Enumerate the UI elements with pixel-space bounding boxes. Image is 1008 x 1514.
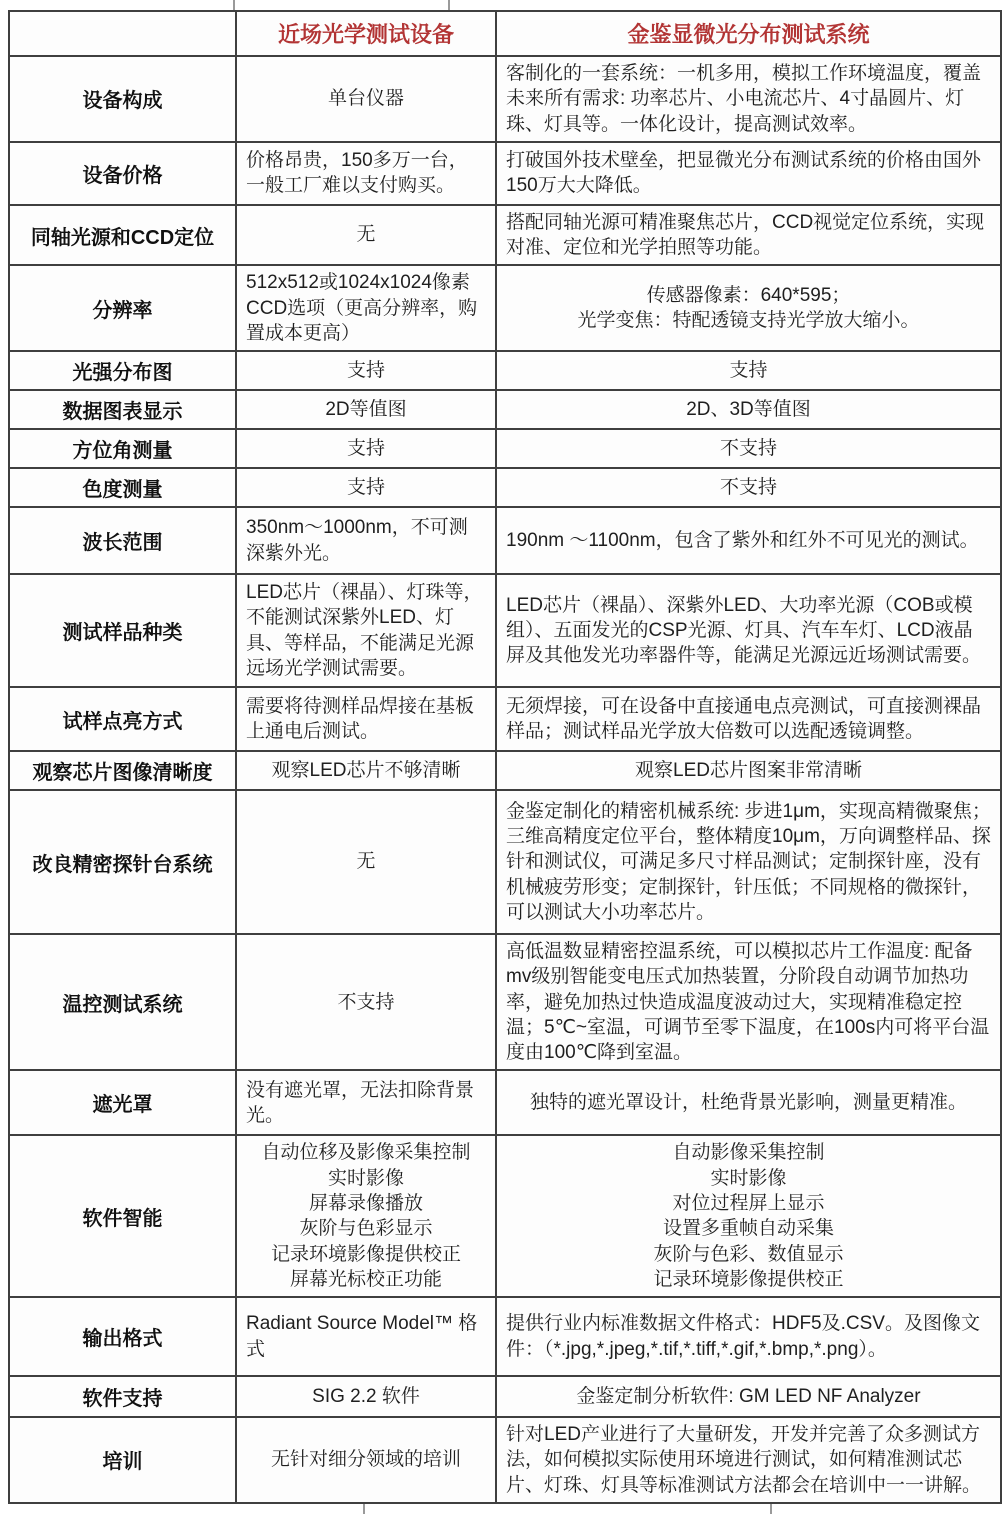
cell-goldenjian-system: 2D、3D等值图 xyxy=(496,390,1001,429)
table-row xyxy=(9,1376,1001,1417)
cell-goldenjian-system xyxy=(496,1135,1001,1297)
row-label: 改良精密探针台系统 xyxy=(9,790,236,934)
cell-nearfield-device: 支持 xyxy=(236,351,496,390)
table-row xyxy=(9,265,1001,351)
cell-goldenjian-system: 提供行业内标准数据文件格式：HDF5及.CSV。及图像文件：（*.jpg,*.jpeg,*.tif,*.tiff,*.gif,*.bmp,*.png）。 xyxy=(496,1297,1001,1376)
table-row xyxy=(9,1070,1001,1135)
cell-goldenjian-system: 观察LED芯片图案非常清晰 xyxy=(496,751,1001,790)
row-label: 光强分布图 xyxy=(9,351,236,390)
table-row xyxy=(9,56,1001,142)
cell-nearfield-device: 2D等值图 xyxy=(236,390,496,429)
cell-goldenjian-system xyxy=(496,265,1001,351)
table-row xyxy=(9,1135,1001,1297)
table-row xyxy=(9,507,1001,574)
cell-goldenjian-system: 金鉴定制化的精密机械系统: 步进1μm，实现高精微聚焦；三维高精度定位平台，整体精度10μm，万向调整样品、探针和测试仪，可满足多尺寸样品测试；定制探针座，没有机械疲劳形变；定制探针，针压低；不同规格的微探针，可以测试大小功率芯片。 xyxy=(496,790,1001,934)
row-label: 数据图表显示 xyxy=(9,390,236,429)
cell-line: 屏幕录像播放 xyxy=(308,1192,423,1214)
cell-line: 实时影像 xyxy=(710,1167,787,1189)
cell-line: 设置多重帧自动采集 xyxy=(662,1218,834,1240)
cell-goldenjian-system: LED芯片（裸晶）、深紫外LED、大功率光源（COB或模组）、五面发光的CSP光源、灯具、汽车车灯、LCD液晶屏及其他发光功率器件等，能满足光源远近场测试需要。 xyxy=(496,574,1001,687)
row-label: 遮光罩 xyxy=(9,1070,236,1135)
cell-goldenjian-system: 独特的遮光罩设计，杜绝背景光影响，测量更精准。 xyxy=(496,1070,1001,1135)
cell-nearfield-device: 不支持 xyxy=(236,934,496,1070)
cell-line: 自动位移及影像采集控制 xyxy=(261,1142,471,1164)
column-header-goldenjian-system: 金鉴显微光分布测试系统 xyxy=(496,11,1001,56)
cell-goldenjian-system: 支持 xyxy=(496,351,1001,390)
table-row xyxy=(9,1297,1001,1376)
table-row xyxy=(9,390,1001,429)
row-label: 软件智能 xyxy=(9,1135,236,1297)
cell-nearfield-device: 没有遮光罩，无法扣除背景光。 xyxy=(236,1070,496,1135)
cropped-row-above xyxy=(8,0,1000,10)
cell-nearfield-device: LED芯片（裸晶）、灯珠等，不能测试深紫外LED、灯具、等样品，不能满足光源远场光学测试需要。 xyxy=(236,574,496,687)
cell-nearfield-device: 价格昂贵，150多万一台，一般工厂难以支付购买。 xyxy=(236,142,496,205)
cell-nearfield-device xyxy=(236,1135,496,1297)
row-label: 输出格式 xyxy=(9,1297,236,1376)
table-row xyxy=(9,687,1001,751)
cropped-row-below xyxy=(8,1504,1000,1514)
cell-line: 屏幕光标校正功能 xyxy=(289,1268,442,1290)
cell-line: 传感器像素：640*595； xyxy=(646,284,851,306)
cell-nearfield-device: 无 xyxy=(236,205,496,266)
row-label: 试样点亮方式 xyxy=(9,687,236,751)
cell-goldenjian-system: 针对LED产业进行了大量研发，开发并完善了众多测试方法，如何模拟实际使用环境进行测试，如何精准测试芯片、灯珠、灯具等标准测试方法都会在培训中一一讲解。 xyxy=(496,1417,1001,1503)
cell-line: 记录环境影像提供校正 xyxy=(653,1268,844,1290)
corner-cell xyxy=(9,11,236,56)
row-label: 设备价格 xyxy=(9,142,236,205)
row-label: 波长范围 xyxy=(9,507,236,574)
cell-goldenjian-system: 打破国外技术壁垒，把显微光分布测试系统的价格由国外150万大大降低。 xyxy=(496,142,1001,205)
cell-line: 光学变焦：特配透镜支持光学放大缩小。 xyxy=(577,310,920,332)
cell-goldenjian-system: 搭配同轴光源可精准聚焦芯片，CCD视觉定位系统，实现对准、定位和光学拍照等功能。 xyxy=(496,205,1001,266)
cell-nearfield-device: 观察LED芯片不够清晰 xyxy=(236,751,496,790)
table-row xyxy=(9,429,1001,468)
row-label: 软件支持 xyxy=(9,1376,236,1417)
table-row xyxy=(9,351,1001,390)
row-label: 测试样品种类 xyxy=(9,574,236,687)
divider-line xyxy=(233,0,235,10)
cell-line: 记录环境影像提供校正 xyxy=(270,1243,461,1265)
cell-nearfield-device: 无针对细分领域的培训 xyxy=(236,1417,496,1503)
cell-nearfield-device: 350nm～1000nm，不可测深紫外光。 xyxy=(236,507,496,574)
cell-goldenjian-system: 高低温数显精密控温系统，可以模拟芯片工作温度: 配备mv级别智能变电压式加热装置，分阶段自动调节加热功率，避免加热过快造成温度波动过大，实现精准稳定控温；5℃~室温，可调节至零下温度，在100s内可将平台温度由100℃降到室温。 xyxy=(496,934,1001,1070)
divider-line xyxy=(363,1504,365,1514)
cell-line: 自动影像采集控制 xyxy=(672,1142,825,1164)
table-row xyxy=(9,751,1001,790)
table-row xyxy=(9,1417,1001,1503)
row-label: 设备构成 xyxy=(9,56,236,142)
divider-line xyxy=(448,0,450,10)
cell-nearfield-device: 支持 xyxy=(236,429,496,468)
cell-line: 灰阶与色彩、数值显示 xyxy=(653,1243,844,1265)
row-label: 分辨率 xyxy=(9,265,236,351)
equipment-comparison-table xyxy=(8,10,1002,1504)
cell-goldenjian-system: 金鉴定制分析软件: GM LED NF Analyzer xyxy=(496,1376,1001,1417)
table-row xyxy=(9,205,1001,266)
row-label: 温控测试系统 xyxy=(9,934,236,1070)
cell-goldenjian-system: 客制化的一套系统：一机多用，模拟工作环境温度，覆盖未来所有需求: 功率芯片、小电流芯片、4寸晶圆片、灯珠、灯具等。一体化设计，提高测试效率。 xyxy=(496,56,1001,142)
cell-nearfield-device: 需要将待测样品焊接在基板上通电后测试。 xyxy=(236,687,496,751)
divider-line xyxy=(770,1504,772,1514)
cell-nearfield-device: Radiant Source Model™ 格式 xyxy=(236,1297,496,1376)
cell-nearfield-device: 单台仪器 xyxy=(236,56,496,142)
row-label: 观察芯片图像清晰度 xyxy=(9,751,236,790)
cell-nearfield-device: 无 xyxy=(236,790,496,934)
row-label: 色度测量 xyxy=(9,468,236,507)
table-row xyxy=(9,934,1001,1070)
row-label: 同轴光源和CCD定位 xyxy=(9,205,236,266)
cell-nearfield-device: 512x512或1024x1024像素CCD选项（更高分辨率，购置成本更高） xyxy=(236,265,496,351)
cell-line: 灰阶与色彩显示 xyxy=(299,1218,433,1240)
cell-nearfield-device: SIG 2.2 软件 xyxy=(236,1376,496,1417)
cell-goldenjian-system: 无须焊接，可在设备中直接通电点亮测试，可直接测裸晶样品；测试样品光学放大倍数可以选配透镜调整。 xyxy=(496,687,1001,751)
table-row xyxy=(9,790,1001,934)
cell-goldenjian-system: 190nm ～1100nm，包含了紫外和红外不可见光的测试。 xyxy=(496,507,1001,574)
row-label: 方位角测量 xyxy=(9,429,236,468)
header-row xyxy=(9,11,1001,56)
table-row xyxy=(9,142,1001,205)
cell-goldenjian-system: 不支持 xyxy=(496,468,1001,507)
cell-line: 对位过程屏上显示 xyxy=(672,1192,825,1214)
row-label: 培训 xyxy=(9,1417,236,1503)
column-header-nearfield-device: 近场光学测试设备 xyxy=(236,11,496,56)
table-row xyxy=(9,574,1001,687)
cell-line: 实时影像 xyxy=(327,1167,404,1189)
table-row xyxy=(9,468,1001,507)
cell-nearfield-device: 支持 xyxy=(236,468,496,507)
cell-goldenjian-system: 不支持 xyxy=(496,429,1001,468)
